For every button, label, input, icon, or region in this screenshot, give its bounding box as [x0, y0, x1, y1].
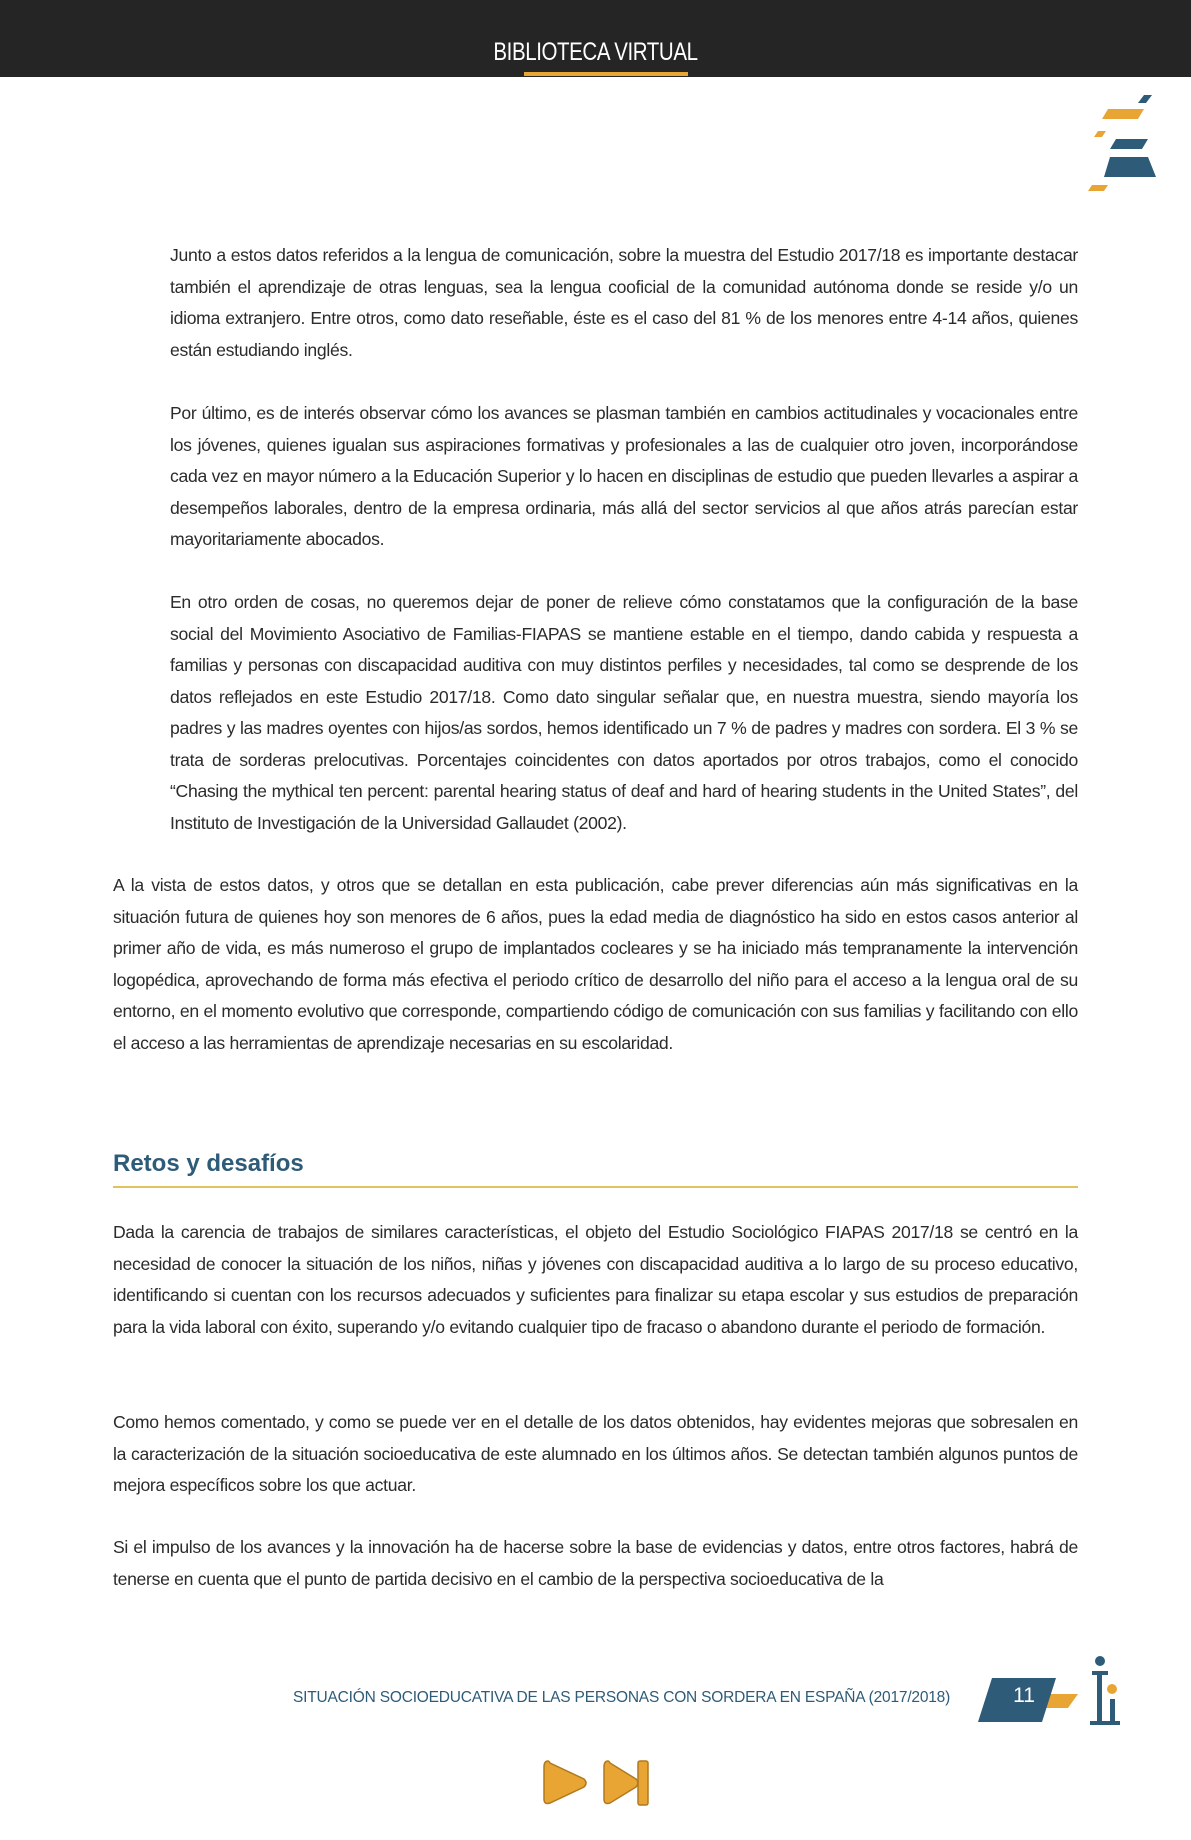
paragraph-future-outlook: A la vista de estos datos, y otros que se detallan en esta publicación, cabe prever diferencias aún más significativas en la situación futura de quienes hoy son menores de 6 años, pues la edad media de diagnóstico ha sido en estos casos anterior al primer año de vida, es más numeroso el grupo de implantados cocleares y se ha iniciado más tempranamente la intervención logopédica, aprovechando de forma más efectiva el periodo crítico de desarrollo del niño para el acceso a la lengua oral de su entorno, en el momento evolutivo que corresponde, compartiendo código de comunicación con sus familias y facilitando con ello el acceso a las herramientas de aprendizaje necesarias en su escolaridad. [113, 875, 1078, 1053]
fiapas-logo-icon [1086, 1655, 1122, 1730]
stripes-logo-icon [1086, 95, 1156, 195]
footer-title: SITUACIÓN SOCIOEDUCATIVA DE LAS PERSONAS CON SORDERA EN ESPAÑA (2017/2018) [293, 1689, 951, 1706]
top-header-bar [0, 0, 1191, 77]
skip-to-end-icon[interactable] [602, 1757, 652, 1809]
paragraph-languages: Junto a estos datos referidos a la lengua de comunicación, sobre la muestra del Estudio 2017/18 es importante destacar también el aprendizaje de otras lenguas, sea la lengua cooficial de la comunidad autónoma donde se reside y/o un idioma extranjero. Entre otros, como dato reseñable, éste es el caso del 81 % de los menores entre 4-14 años, quienes están estudiando inglés. [170, 245, 1078, 360]
heading-divider [113, 1186, 1078, 1188]
paragraph-social-base: En otro orden de cosas, no queremos dejar de poner de relieve cómo constatamos que la configuración de la base social del Movimiento Asociativo de Familias-FIAPAS se mantiene estable en el tiempo, dando cabida y respuesta a familias y personas con discapacidad auditiva con muy distintos perfiles y necesidades, tal como se desprende de los datos reflejados en este Estudio 2017/18. Como dato singular señalar que, en nuestra muestra, siendo mayoría los padres y las madres oyentes con hijos/as sordos, hemos identificado un 7 % de padres y madres con sordera. El 3 % se trata de sorderas prelocutivas. Porcentajes coincidentes con datos aportados por otros trabajos, como el conocido “Chasing the mythical ten percent: parental hearing status of deaf and hard of hearing students in the United States”, del Instituto de Investigación de la Universidad Gallaudet (2002). [170, 592, 1078, 833]
library-title: BIBLIOTECA VIRTUAL [493, 38, 698, 66]
paragraph-study-objective: Dada la carencia de trabajos de similares características, el objeto del Estudio Sociológico FIAPAS 2017/18 se centró en la necesidad de conocer la situación de los niños, niñas y jóvenes con discapacidad auditiva a lo largo de su proceso educativo, identificando si cuentan con los recursos adecuados y suficientes para finalizar su etapa escolar y sus estudios de preparación para la vida laboral con éxito, superando y/o evitando cualquier tipo de fracaso o abandono durante el periodo de formación. [113, 1222, 1078, 1337]
page-number: 11 [1013, 1684, 1035, 1707]
paragraph-innovation: Si el impulso de los avances y la innovación ha de hacerse sobre la base de evidencias y datos, entre otros factores, habrá de tenerse en cuenta que el punto de partida decisivo en el cambio de la perspectiva socioeducativa de la [113, 1537, 1078, 1589]
play-next-icon[interactable] [540, 1757, 590, 1809]
section-heading: Retos y desafíos [113, 1150, 304, 1177]
title-underline [524, 72, 688, 76]
paragraph-attitudes: Por último, es de interés observar cómo los avances se plasman también en cambios actitudinales y vocacionales entre los jóvenes, quienes igualan sus aspiraciones formativas y profesionales a las de cualquier otro joven, incorporándose cada vez en mayor número a la Educación Superior y lo hacen en disciplinas de estudio que pueden llevarles a aspirar a desempeños laborales, dentro de la empresa ordinaria, más allá del sector servicios al que años atrás parecían estar mayoritariamente abocados. [170, 403, 1078, 549]
paragraph-improvements: Como hemos comentado, y como se puede ver en el detalle de los datos obtenidos, hay evidentes mejoras que sobresalen en la caracterización de la situación socioeducativa de este alumnado en los últimos años. Se detectan también algunos puntos de mejora específicos sobre los que actuar. [113, 1412, 1078, 1495]
